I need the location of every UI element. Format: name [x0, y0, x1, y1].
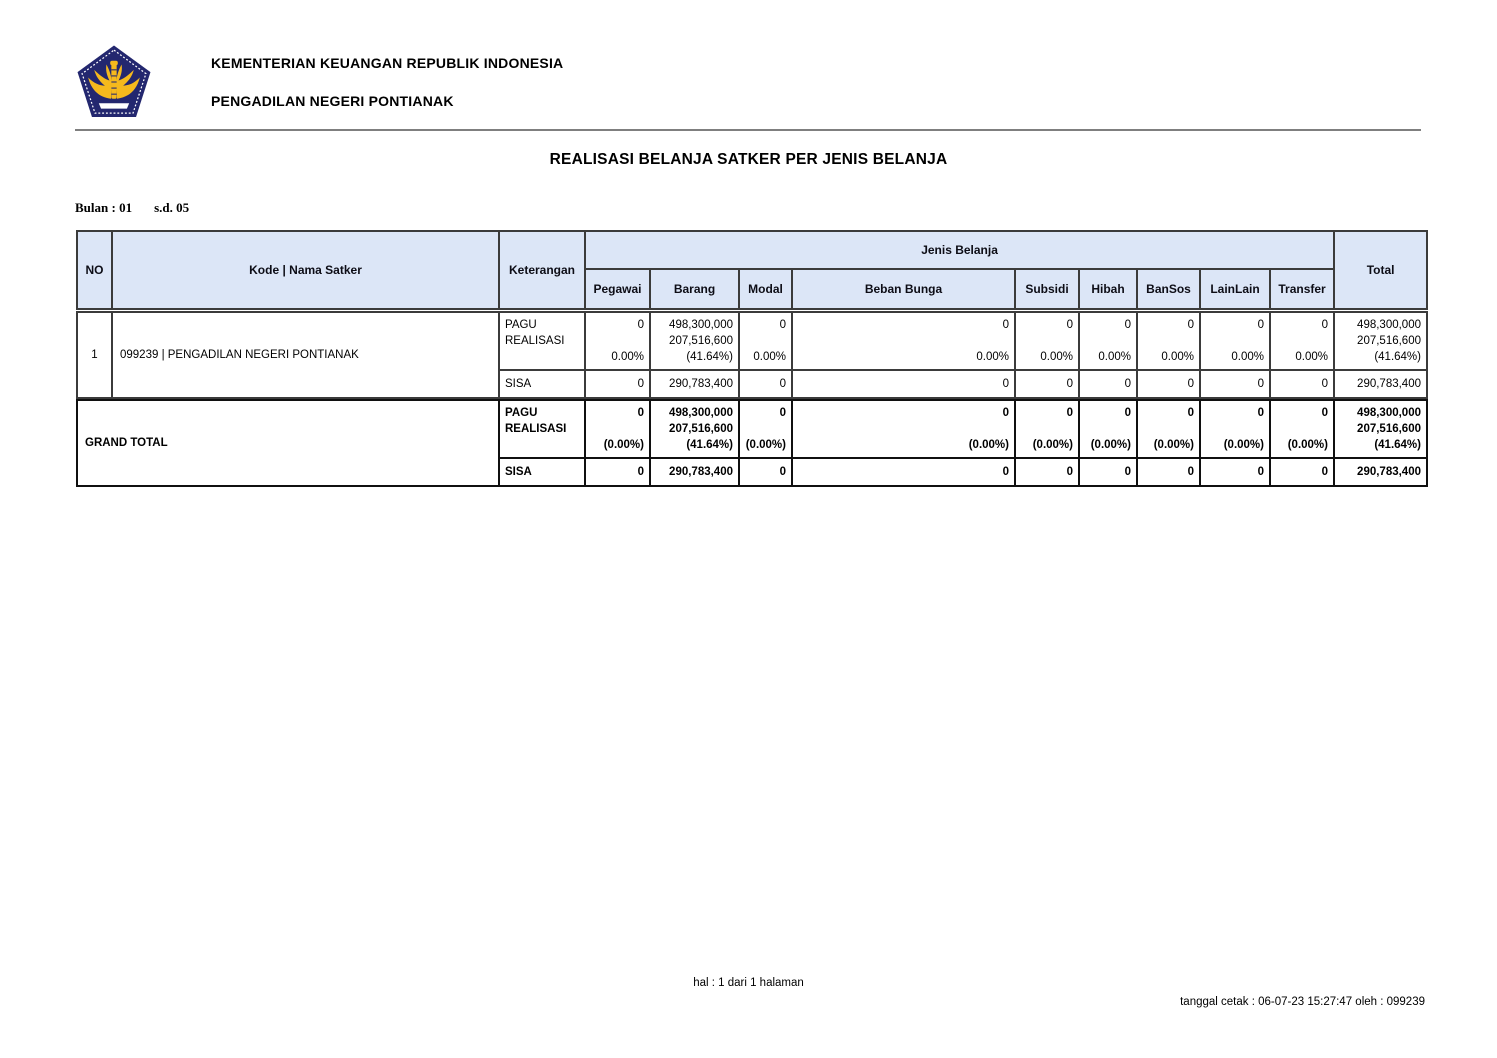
period-range: s.d. 05 [154, 200, 190, 215]
gt-realisasi-label: REALISASI [505, 423, 567, 435]
cell-sisa-transfer: 0 [1270, 370, 1334, 398]
period-line [75, 200, 189, 216]
cell-pagu-barang: 498,300,000 207,516,600 (41.64%) [650, 312, 739, 370]
grand-total-row [76, 399, 1428, 487]
gt-cell-sisa-lainlain: 0 [1200, 458, 1270, 486]
cell-sisa-pegawai: 0 [585, 370, 650, 398]
grand-total-label: GRAND TOTAL [77, 400, 499, 486]
col-header-keterangan: Keterangan [499, 231, 585, 309]
gt-cell-pagu-pegawai: 0 (0.00%) [585, 400, 650, 458]
cell-sisa-beban-bunga: 0 [792, 370, 1015, 398]
col-header-total: Total [1334, 231, 1427, 309]
col-header-barang: Barang [650, 269, 739, 309]
gt-cell-pagu-total: 498,300,000 207,516,600 (41.64%) [1334, 400, 1427, 458]
col-header-beban-bunga: Beban Bunga [792, 269, 1015, 309]
cell-sisa-lainlain: 0 [1200, 370, 1270, 398]
office-name: PENGADILAN NEGERI PONTIANAK [211, 93, 454, 109]
cell-pagu-bansos: 0 0.00% [1137, 312, 1200, 370]
gt-cell-sisa-bansos: 0 [1137, 458, 1200, 486]
col-header-jenis-belanja: Jenis Belanja [585, 231, 1334, 269]
col-header-no: NO [77, 231, 112, 309]
period-label: Bulan : 01 [75, 200, 133, 215]
cell-pagu-transfer: 0 0.00% [1270, 312, 1334, 370]
gt-cell-sisa-hibah: 0 [1079, 458, 1137, 486]
cell-pagu-hibah: 0 0.00% [1079, 312, 1137, 370]
report-title: REALISASI BELANJA SATKER PER JENIS BELANJA [549, 151, 948, 168]
col-header-kode-nama-satker: Kode | Nama Satker [112, 231, 499, 309]
satker-row [76, 311, 1428, 399]
keterangan-pagu-realisasi [499, 312, 585, 370]
gt-cell-pagu-barang: 498,300,000 207,516,600 (41.64%) [650, 400, 739, 458]
gt-cell-sisa-modal: 0 [739, 458, 792, 486]
col-header-pegawai: Pegawai [585, 269, 650, 309]
gt-cell-pagu-bansos: 0 (0.00%) [1137, 400, 1200, 458]
cell-sisa-bansos: 0 [1137, 370, 1200, 398]
pagu-label: PAGU [505, 319, 537, 331]
col-header-bansos: BanSos [1137, 269, 1200, 309]
satker-code-name: 099239 | PENGADILAN NEGERI PONTIANAK [112, 312, 499, 398]
cell-sisa-barang: 290,783,400 [650, 370, 739, 398]
kemenkeu-logo-icon [76, 40, 152, 124]
cell-pagu-beban-bunga: 0 0.00% [792, 312, 1015, 370]
row-number: 1 [77, 312, 112, 398]
cell-pagu-modal: 0 0.00% [739, 312, 792, 370]
gt-cell-pagu-transfer: 0 (0.00%) [1270, 400, 1334, 458]
gt-cell-sisa-barang: 290,783,400 [650, 458, 739, 486]
col-header-hibah: Hibah [1079, 269, 1137, 309]
sisa-label: SISA [499, 370, 585, 398]
gt-keterangan-pagu-realisasi [499, 400, 585, 458]
gt-cell-pagu-modal: 0 (0.00%) [739, 400, 792, 458]
gt-cell-sisa-subsidi: 0 [1015, 458, 1079, 486]
cell-pagu-total: 498,300,000 207,516,600 (41.64%) [1334, 312, 1427, 370]
gt-pagu-label: PAGU [505, 407, 538, 419]
cell-sisa-subsidi: 0 [1015, 370, 1079, 398]
gt-cell-sisa-beban-bunga: 0 [792, 458, 1015, 486]
cell-sisa-total: 290,783,400 [1334, 370, 1427, 398]
cell-sisa-modal: 0 [739, 370, 792, 398]
letterhead-divider [75, 129, 1421, 131]
cell-pagu-pegawai: 0 0.00% [585, 312, 650, 370]
gt-cell-pagu-subsidi: 0 (0.00%) [1015, 400, 1079, 458]
cell-pagu-subsidi: 0 0.00% [1015, 312, 1079, 370]
gt-cell-sisa-pegawai: 0 [585, 458, 650, 486]
gt-cell-sisa-transfer: 0 [1270, 458, 1334, 486]
page-indicator: hal : 1 dari 1 halaman [693, 977, 804, 989]
realisasi-label: REALISASI [505, 335, 565, 347]
gt-cell-pagu-lainlain: 0 (0.00%) [1200, 400, 1270, 458]
print-timestamp: tanggal cetak : 06-07-23 15:27:47 oleh : 099239 [1180, 996, 1425, 1008]
col-header-lainlain: LainLain [1200, 269, 1270, 309]
table-header [76, 230, 1428, 310]
gt-cell-pagu-hibah: 0 (0.00%) [1079, 400, 1137, 458]
gt-cell-pagu-beban-bunga: 0 (0.00%) [792, 400, 1015, 458]
col-header-subsidi: Subsidi [1015, 269, 1079, 309]
col-header-modal: Modal [739, 269, 792, 309]
col-header-transfer: Transfer [1270, 269, 1334, 309]
cell-pagu-lainlain: 0 0.00% [1200, 312, 1270, 370]
gt-sisa-label: SISA [499, 458, 585, 486]
ministry-name: KEMENTERIAN KEUANGAN REPUBLIK INDONESIA [211, 55, 564, 71]
gt-cell-sisa-total: 290,783,400 [1334, 458, 1427, 486]
cell-sisa-hibah: 0 [1079, 370, 1137, 398]
